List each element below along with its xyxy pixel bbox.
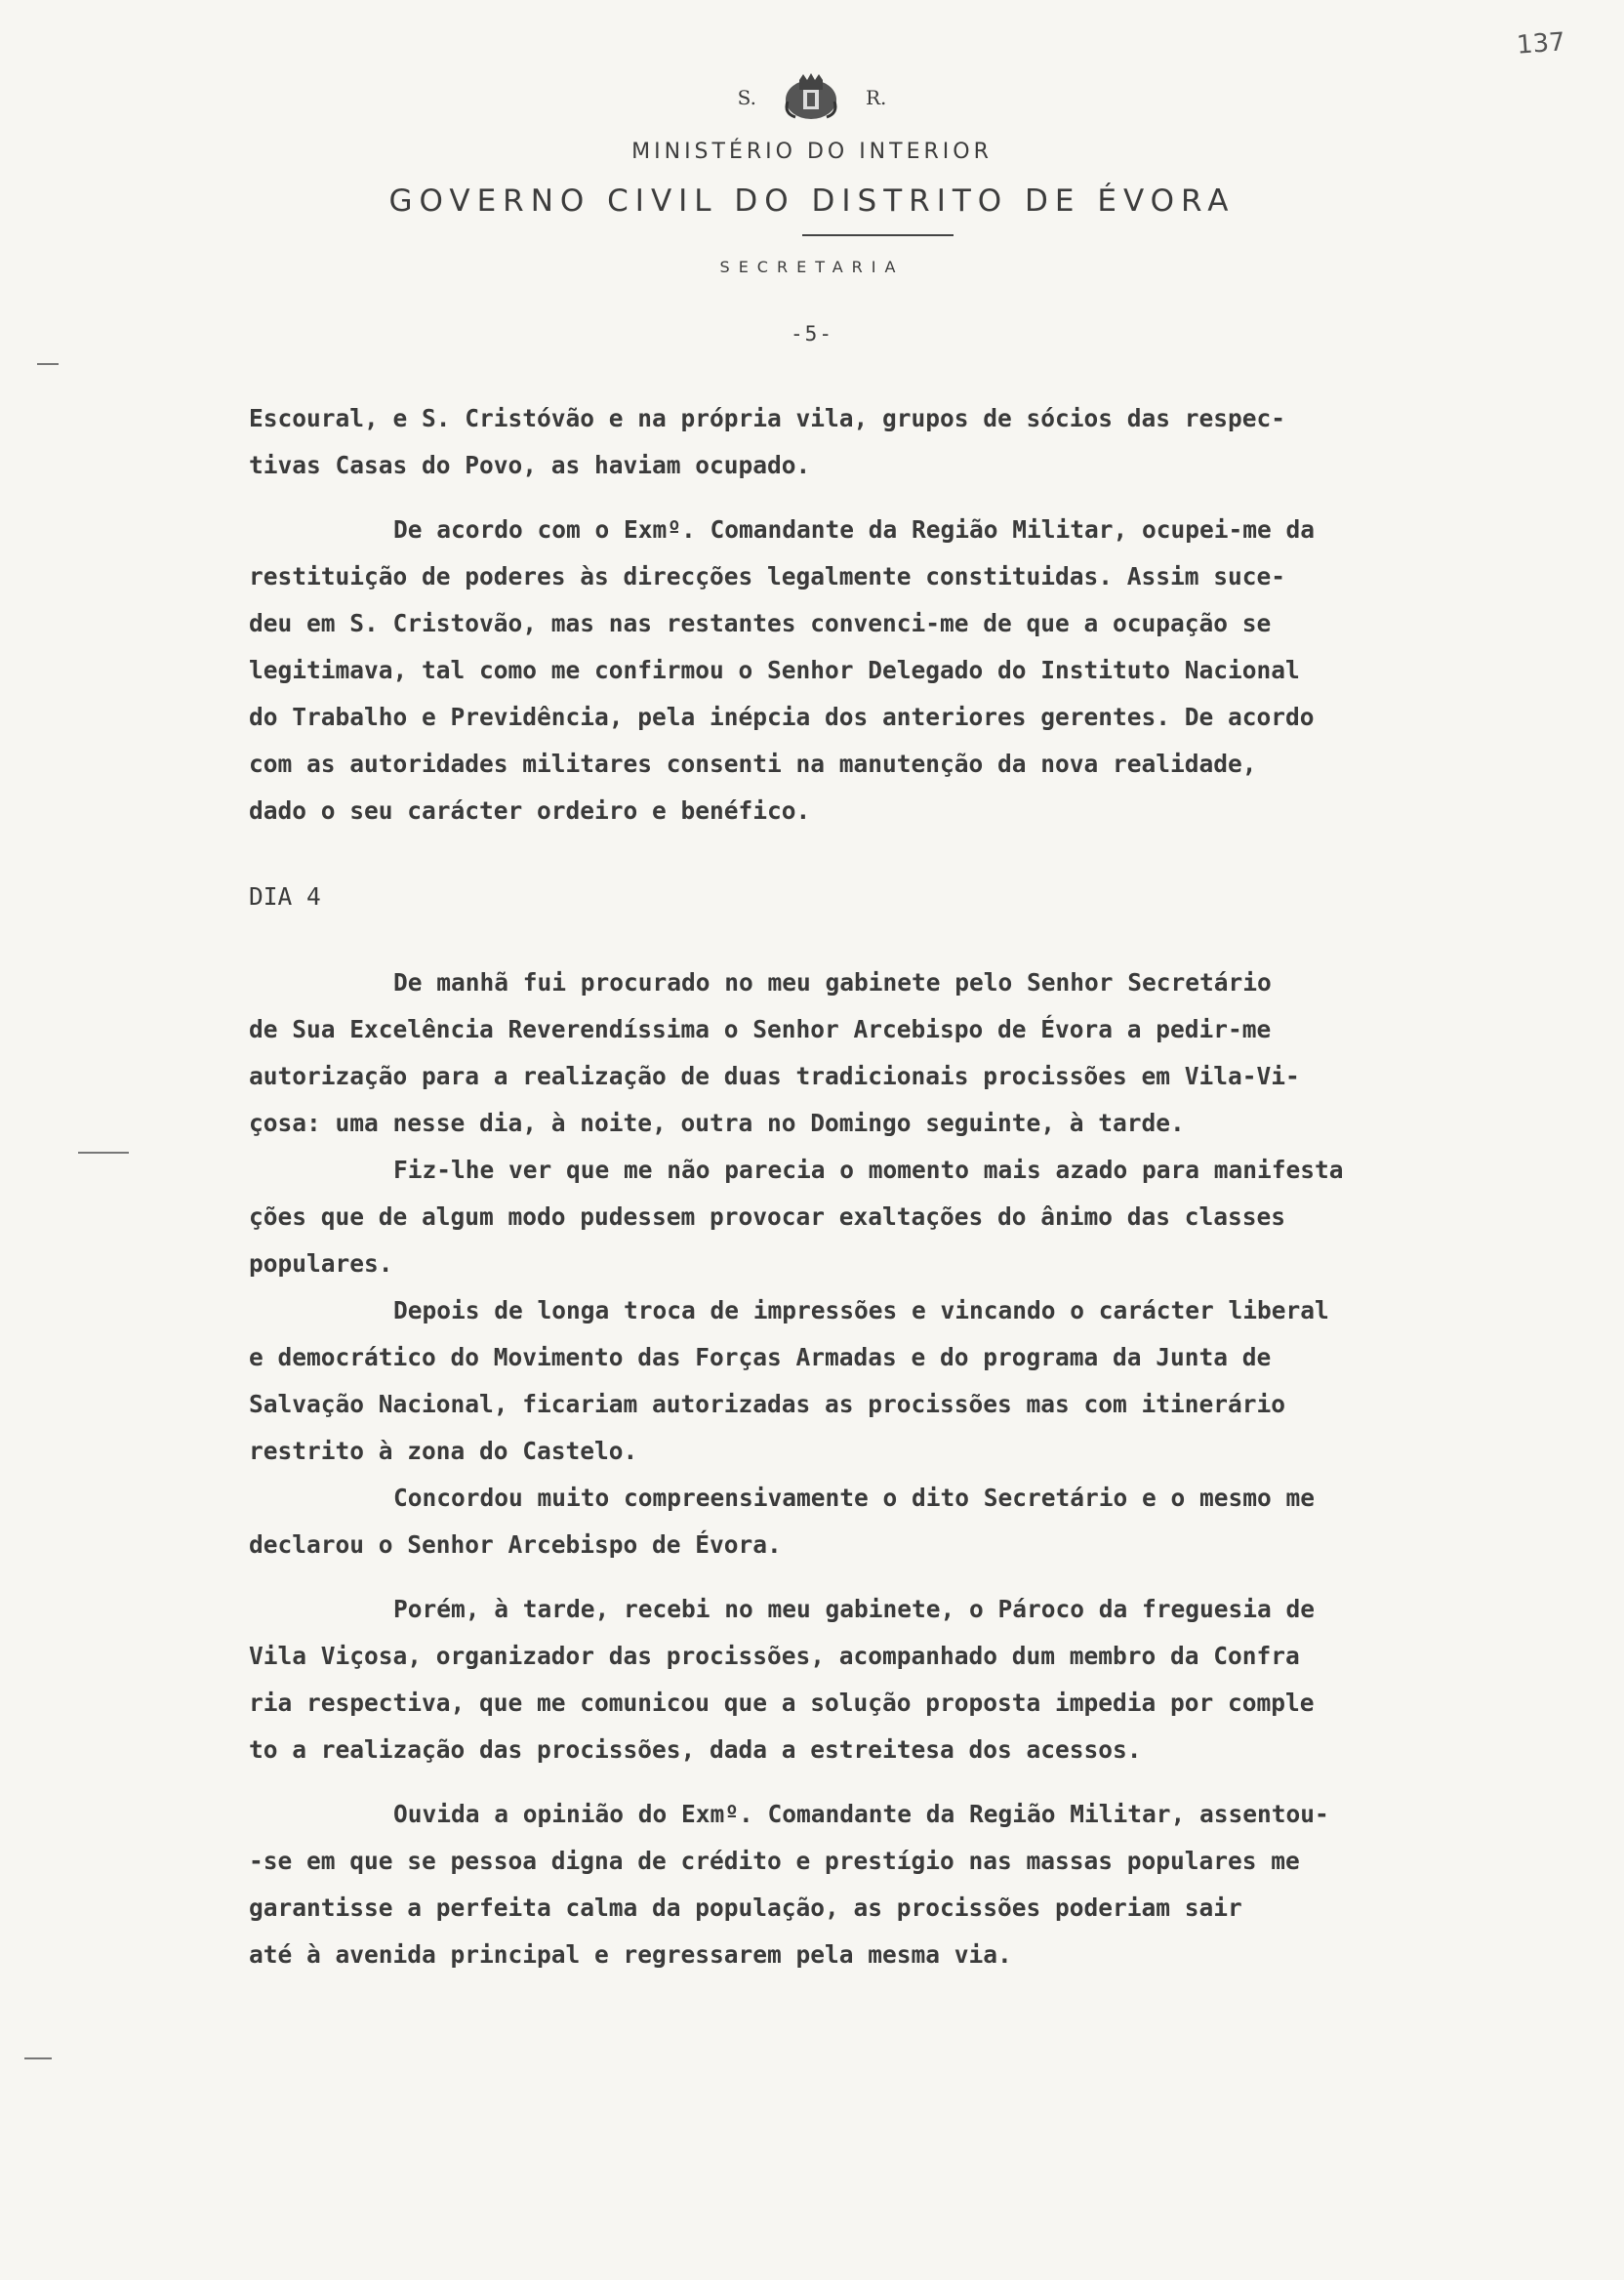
- text-line: autorização para a realização de duas tradicionais procissões em Vila-Vi-: [249, 1062, 1300, 1090]
- text-line: do Trabalho e Previdência, pela inépcia dos anteriores gerentes. De acordo: [249, 703, 1315, 731]
- department-heading: SECRETARIA: [719, 258, 905, 276]
- header-divider: [802, 234, 954, 236]
- margin-mark: [24, 2057, 52, 2059]
- crest-left-initial: S.: [737, 86, 756, 109]
- text-line: -se em que se pessoa digna de crédito e prestígio nas massas populares me: [249, 1847, 1300, 1875]
- text-line: dado o seu carácter ordeiro e benéfico.: [249, 796, 811, 825]
- page-number: -5-: [791, 322, 833, 346]
- text-line: Escoural, e S. Cristóvão e na própria vila, grupos de sócios das respec-: [249, 404, 1286, 432]
- text-line: até à avenida principal e regressarem pela mesma via.: [249, 1940, 1012, 1969]
- ministry-heading: MINISTÉRIO DO INTERIOR: [631, 140, 993, 164]
- text-line: Fiz-lhe ver que me não parecia o momento mais azado para manifesta: [393, 1156, 1344, 1184]
- text-line: Salvação Nacional, ficariam autorizadas as procissões mas com itinerário: [249, 1390, 1286, 1418]
- text-line: tivas Casas do Povo, as haviam ocupado.: [249, 451, 811, 479]
- paragraph-2: [249, 507, 1557, 835]
- text-line: ções que de algum modo pudessem provocar exaltações do ânimo das classes: [249, 1202, 1286, 1231]
- text-line: com as autoridades militares consenti na manutenção da nova realidade,: [249, 750, 1257, 778]
- day-heading: DIA 4: [249, 882, 321, 911]
- paragraph-7: [249, 1586, 1557, 1773]
- paragraph-4: [249, 1147, 1557, 1287]
- letterhead-crest-row: [0, 68, 1624, 127]
- handwritten-page-number: 137: [1516, 27, 1566, 61]
- text-line: De acordo com o Exmº. Comandante da Região Militar, ocupei-me da: [393, 515, 1316, 544]
- text-line: populares.: [249, 1249, 393, 1278]
- paragraph-1: [249, 395, 1557, 489]
- text-line: garantisse a perfeita calma da população, as procissões poderiam sair: [249, 1893, 1242, 1922]
- text-line: Depois de longa troca de impressões e vincando o carácter liberal: [393, 1296, 1329, 1324]
- margin-mark: [78, 1152, 129, 1154]
- text-line: restrito à zona do Castelo.: [249, 1437, 638, 1465]
- margin-mark: [37, 363, 59, 365]
- text-line: e democrático do Movimento das Forças Armadas e do programa da Junta de: [249, 1343, 1272, 1371]
- text-line: to a realização das procissões, dada a estreitesa dos acessos.: [249, 1735, 1142, 1764]
- coat-of-arms-icon: [782, 72, 840, 123]
- crest-right-initial: R.: [865, 86, 887, 109]
- paragraph-5: [249, 1287, 1557, 1475]
- text-line: Concordou muito compreensivamente o dito Secretário e o mesmo me: [393, 1484, 1316, 1512]
- text-line: de Sua Excelência Reverendíssima o Senhor Arcebispo de Évora a pedir-me: [249, 1015, 1272, 1043]
- text-line: Ouvida a opinião do Exmº. Comandante da Região Militar, assentou-: [393, 1800, 1329, 1828]
- paragraph-8: [249, 1791, 1557, 1978]
- text-line: çosa: uma nesse dia, à noite, outra no Domingo seguinte, à tarde.: [249, 1109, 1185, 1137]
- text-line: Vila Viçosa, organizador das procissões, acompanhado dum membro da Confra: [249, 1642, 1300, 1670]
- text-line: De manhã fui procurado no meu gabinete pelo Senhor Secretário: [393, 968, 1272, 997]
- text-line: deu em S. Cristovão, mas nas restantes convenci-me de que a ocupação se: [249, 609, 1272, 637]
- text-line: legitimava, tal como me confirmou o Senhor Delegado do Instituto Nacional: [249, 656, 1300, 684]
- text-line: Porém, à tarde, recebi no meu gabinete, o Pároco da freguesia de: [393, 1595, 1316, 1623]
- text-line: declarou o Senhor Arcebispo de Évora.: [249, 1530, 782, 1559]
- text-line: restituição de poderes às direcções legalmente constituidas. Assim suce-: [249, 562, 1286, 590]
- text-line: ria respectiva, que me comunicou que a solução proposta impedia por comple: [249, 1689, 1315, 1717]
- paragraph-6: [249, 1475, 1557, 1568]
- paragraph-3: [249, 959, 1557, 1147]
- government-heading: GOVERNO CIVIL DO DISTRITO DE ÉVORA: [388, 183, 1236, 219]
- letter-body: [249, 395, 1557, 1978]
